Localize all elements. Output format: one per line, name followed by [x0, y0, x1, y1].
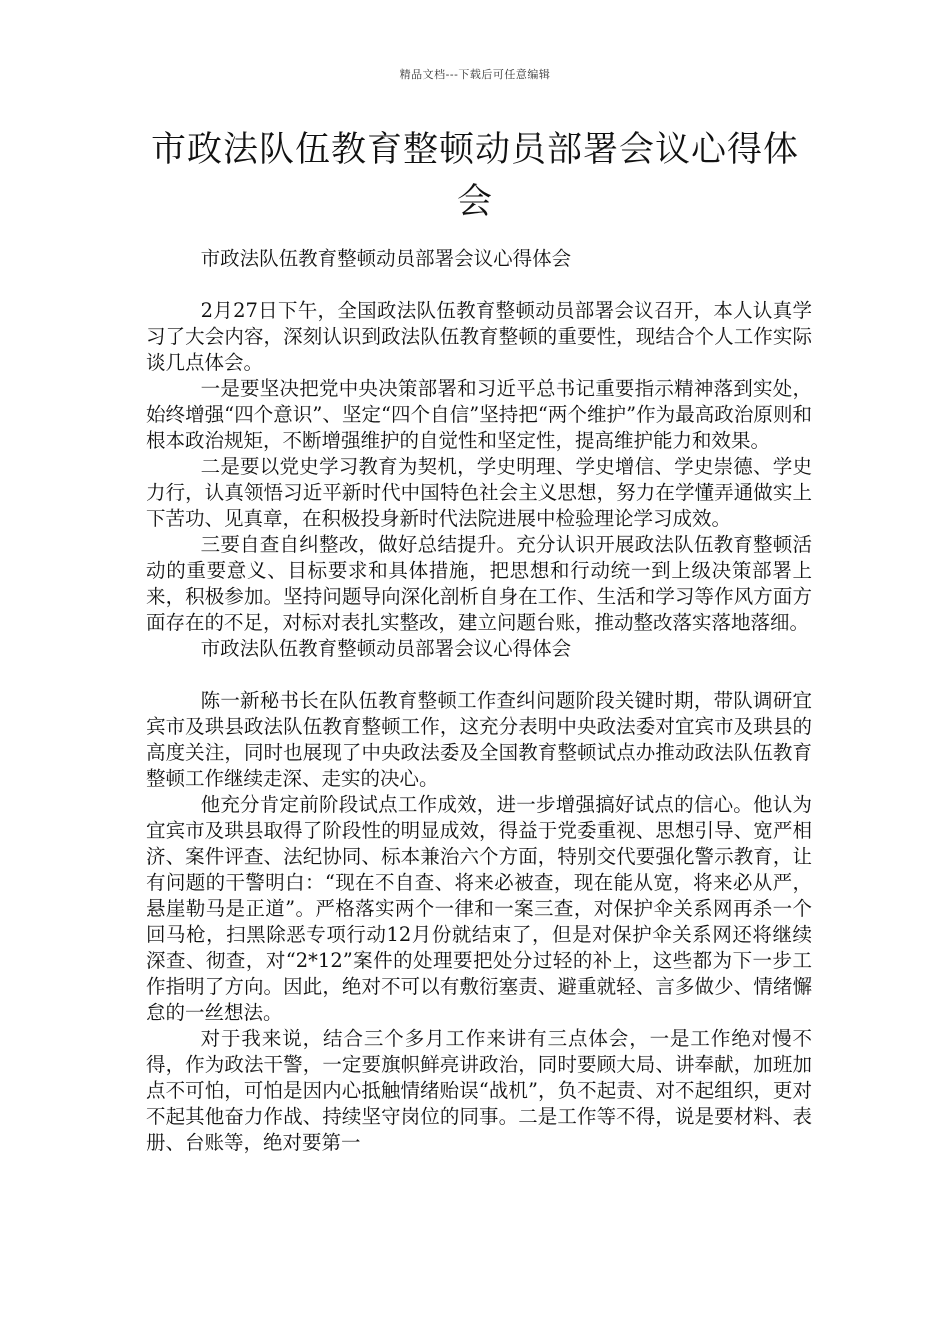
header-note: 精品文档---下载后可任意编辑: [399, 68, 551, 81]
paragraph: 二是要以党史学习教育为契机，学史明理、学史增信、学史崇德、学史力行，认真领悟习近平新时代中国特色社会主义思想，努力在学懂弄通做实上下苦功、见真章，在积极投身新时代法院进展中检验理论学习成效。: [146, 455, 812, 530]
paragraph: 对于我来说，结合三个多月工作来讲有三点体会，一是工作绝对慢不得，作为政法干警，一定要旗帜鲜亮讲政治，同时要顾大局、讲奉献，加班加点不可怕，可怕是因内心抵触情绪贻误“战机”，负不起责、对不起组织，更对不起其他奋力作战、持续坚守岗位的同事。二是工作等不得，说是要材料、表册、台账等，绝对要第一: [146, 1027, 812, 1154]
spacer: [146, 662, 812, 688]
section-subheading: 市政法队伍教育整顿动员部署会议心得体会: [200, 247, 572, 270]
spacer: [146, 272, 812, 298]
paragraph: 三要自查自纠整改，做好总结提升。充分认识开展政法队伍教育整顿活动的重要意义、目标要求和具体措施，把思想和行动统一到上级决策部署上来，积极参加。坚持问题导向深化剖析自身在工作、生活和学习等作风方面方面存在的不足，对标对表扎实整改，建立问题台账，推动整改落实落地落细。: [146, 533, 812, 634]
paragraph: 2月27日下午，全国政法队伍教育整顿动员部署会议召开，本人认真学习了大会内容，深刻认识到政法队伍教育整顿的重要性，现结合个人工作实际谈几点体会。: [146, 299, 812, 374]
section-subheading: 市政法队伍教育整顿动员部署会议心得体会: [200, 637, 572, 660]
document-title: 市政法队伍教育整顿动员部署会议心得体会: [150, 130, 799, 222]
paragraph: 他充分肯定前阶段试点工作成效，进一步增强搞好试点的信心。他认为宜宾市及珙县取得了阶段性的明显成效，得益于党委重视、思想引导、宽严相济、案件评查、法纪协同、标本兼治六个方面，特别交代要强化警示教育，让有问题的干警明白：“现在不自查、将来必被查，现在能从宽，将来必从严，悬崖勒马是正道”。严格落实两个一律和一案三查，对保护伞关系网再杀一个回马枪，扫黑除恶专项行动12月份就结束了，但是对保护伞关系网还将继续深查、彻查，对“2*12”案件的处理要把处分过轻的补上，这些都为下一步工作指明了方向。因此，绝对不可以有敷衍塞责、避重就轻、言多做少、情绪懈怠的一丝想法。: [146, 793, 812, 1024]
paragraph: 陈一新秘书长在队伍教育整顿工作查纠问题阶段关键时期，带队调研宜宾市及珙县政法队伍教育整顿工作，这充分表明中央政法委对宜宾市及珙县的高度关注，同时也展现了中央政法委及全国教育整顿试点办推动政法队伍教育整顿工作继续走深、走实的决心。: [146, 689, 812, 790]
document-body: [146, 246, 812, 1156]
paragraph: 一是要坚决把党中央决策部署和习近平总书记重要指示精神落到实处，始终增强“四个意识”、坚定“四个自信”坚持把“两个维护”作为最高政治原则和根本政治规矩，不断增强维护的自觉性和坚定性，提高维护能力和效果。: [146, 377, 812, 452]
